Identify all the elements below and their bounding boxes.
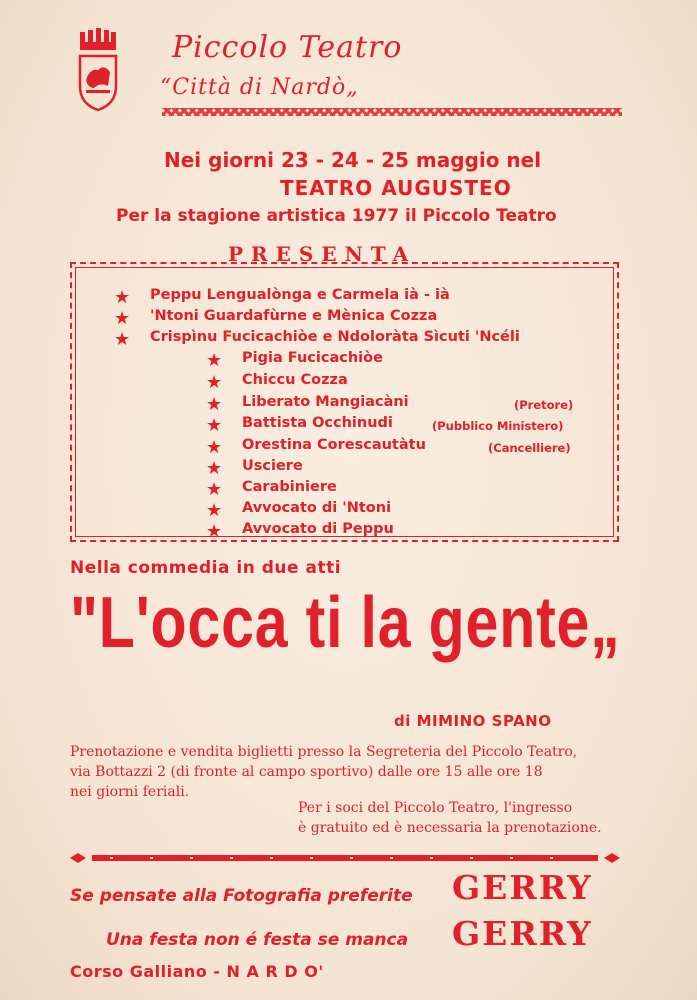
- play-intro: Nella commedia in due atti: [70, 558, 342, 578]
- supporting-cast-name: Avvocato di Peppu: [242, 521, 394, 537]
- main-cast-3: Crispìnu Fucicachiòe e Ndoloràta Sìcuti 'Ncéli: [150, 329, 520, 345]
- advert-line-2: Una festa non é festa se manca: [106, 930, 409, 950]
- advert-brand-2: GERRY: [452, 914, 593, 953]
- star-icon: ★: [206, 500, 223, 521]
- star-icon: ★: [206, 350, 223, 371]
- main-cast-1: Peppu Lengualònga e Carmela ià - ià: [150, 287, 450, 303]
- booking-line-2: via Bottazzi 2 (di fronte al campo sportivo) dalle ore 15 alle ore 18: [70, 764, 543, 780]
- play-title: "L'occa ti la gente„: [70, 583, 621, 663]
- members-line-1: Per i soci del Piccolo Teatro, l'ingresso: [298, 800, 573, 816]
- supporting-cast-name: Orestina Corescautàtu: [242, 437, 426, 453]
- star-icon: ★: [206, 521, 223, 542]
- star-icon: ★: [114, 308, 131, 329]
- cast-role: (Cancelliere): [488, 441, 571, 455]
- theatre-name: Piccolo Teatro: [172, 30, 403, 65]
- star-icon: ★: [206, 458, 223, 479]
- star-icon: ★: [206, 394, 223, 415]
- city-name: “Città di Nardò„: [160, 75, 359, 100]
- members-line-2: è gratuito ed è necessaria la prenotazione.: [298, 820, 602, 836]
- supporting-cast-name: Liberato Mangiacàni: [242, 394, 409, 410]
- booking-line-1: Prenotazione e vendita biglietti presso la Segreteria del Piccolo Teatro,: [70, 744, 578, 760]
- venue-name: TEATRO AUGUSTEO: [280, 176, 512, 200]
- cast-role: (Pubblico Ministero): [432, 419, 564, 433]
- booking-line-3: nei giorni feriali.: [70, 784, 190, 800]
- supporting-cast-name: Chiccu Cozza: [242, 372, 348, 388]
- star-icon: ★: [206, 437, 223, 458]
- star-icon: ★: [206, 415, 223, 436]
- supporting-cast-name: Avvocato di 'Ntoni: [242, 500, 392, 516]
- supporting-cast-name: Usciere: [242, 458, 303, 474]
- season-line: Per la stagione artistica 1977 il Piccolo Teatro: [116, 206, 557, 226]
- presents-heading: PRESENTA: [228, 242, 417, 266]
- advert-line-1: Se pensate alla Fotografia preferite: [70, 886, 413, 906]
- dates-line: Nei giorni 23 - 24 - 25 maggio nel: [164, 148, 542, 172]
- supporting-cast-name: Battista Occhinudi: [242, 415, 393, 431]
- star-icon: ★: [114, 287, 131, 308]
- advert-address: Corso Galliano - N A R D O': [70, 962, 324, 981]
- supporting-cast-name: Carabiniere: [242, 479, 337, 495]
- supporting-cast-name: Pigia Fucicachiòe: [242, 350, 383, 366]
- star-icon: ★: [206, 372, 223, 393]
- advert-brand-1: GERRY: [452, 868, 593, 907]
- decorative-divider: [70, 852, 620, 864]
- main-cast-2: 'Ntoni Guardafùrne e Mènica Cozza: [150, 308, 438, 324]
- decorative-band: [162, 108, 622, 116]
- crest-icon: [74, 28, 122, 112]
- star-icon: ★: [206, 479, 223, 500]
- play-author: di MIMINO SPANO: [394, 712, 552, 730]
- cast-role: (Pretore): [514, 398, 574, 412]
- star-icon: ★: [114, 329, 131, 350]
